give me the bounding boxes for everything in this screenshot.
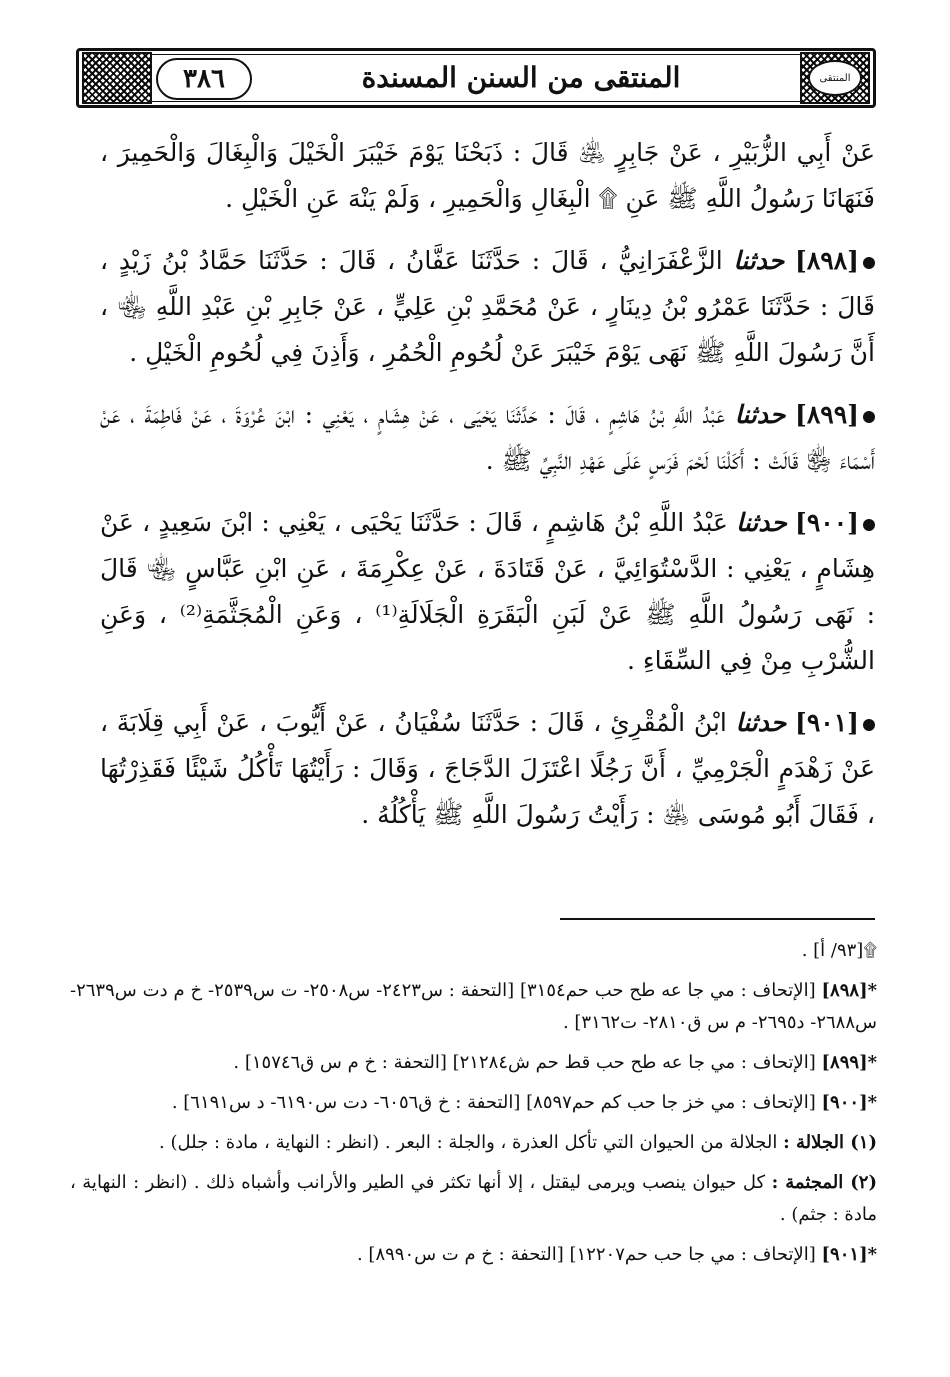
hadith-paragraph [100, 392, 875, 484]
footnote [70, 975, 877, 1039]
bullet-icon [863, 519, 875, 531]
hadith-paragraph [100, 500, 875, 684]
footnote-number: (١) الجلالة : [783, 1132, 877, 1153]
footnote-separator [560, 918, 875, 920]
paragraph-text: ابْنُ الْمُقْرِئِ ، قَالَ : حَدَّثَنَا سُفْيَانُ ، عَنْ أَيُّوبَ ، عَنْ أَبِي قِلَابَةَ ، عَنْ زَهْدَمٍ الْجَرْمِيِّ ، أَنَّ رَجُلًا اعْتَزَلَ الدَّجَاجَ ، وَقَالَ : رَأَيْتُهَا تَأْكُلُ شَيْئًا فَقَذِرْتُهَا ، فَقَالَ أَبُو مُوسَى ﵁ : رَأَيْتُ رَسُولَ اللَّهِ ﷺ يَأْكُلُهُ . [100, 708, 875, 829]
footnote [70, 935, 877, 967]
footnote-number: *[٩٠٠] [821, 1092, 877, 1113]
hadith-paragraph [100, 130, 875, 222]
hadith-lead-word: حدثنا [735, 708, 787, 737]
main-text [100, 130, 875, 854]
header-ornament-left [82, 52, 152, 104]
book-logo-seal [808, 60, 862, 96]
footnote [70, 1167, 877, 1231]
footnote [70, 1087, 877, 1119]
footnote-number: *[٩٠١] [821, 1244, 877, 1265]
paragraph-text: الزَّعْفَرَانِيُّ ، قَالَ : حَدَّثَنَا عَفَّانُ ، قَالَ : حَدَّثَنَا حَمَّادُ بْنُ زَيْدٍ ، قَالَ : حَدَّثَنَا عَمْرُو بْنُ دِينَارٍ ، عَنْ مُحَمَّدِ بْنِ عَلِيٍّ ، عَنْ جَابِرِ بْنِ عَبْدِ اللَّهِ ﵄ ، أَنَّ رَسُولَ اللَّهِ ﷺ نَهَى يَوْمَ خَيْبَرَ عَنْ لُحُومِ الْحُمُرِ ، وَأَذِنَ فِي لُحُومِ الْخَيْلِ . [100, 246, 875, 367]
footnote [70, 1127, 877, 1159]
hadith-number: [٩٠٠] [795, 508, 859, 537]
footnote [70, 1047, 877, 1079]
page-header [76, 48, 876, 108]
footnote-number: (٢) المجثمة : [771, 1172, 877, 1193]
logo-text: المنتقى [819, 72, 851, 84]
footnote-text: [الإتحاف : مي جا حب حم١٢٢٠٧] [التحفة : خ م ت س٨٩٩٠] . [356, 1244, 816, 1265]
paragraph-text: عَبْدُ اللَّهِ بْنُ هَاشِمٍ ، قَالَ : حَدَّثَنَا يَحْيَى ، عَنْ هِشَامٍ ، يَعْنِي : ابْنَ عُرْوَةَ ، عَنْ فَاطِمَةَ ، عَنْ أَسْمَاءَ ﵂ قَالَتْ : أَكَلْنَا لَحْمَ فَرَسٍ عَلَى عَهْدِ النَّبِيِّ ﷺ . [100, 400, 875, 475]
bullet-icon [863, 257, 875, 269]
footnote-text: [الإتحاف : مي جا عه طح حب حم٣١٥٤] [التحفة : س٢٤٢٣- س٢٥٠٨- ت س٢٥٣٩- خ م دت س٢٦٣٩- س٢٦٨٨- د٢٦٩٥- م س ق٢٨١٠- ت٣١٦٢] . [70, 980, 877, 1033]
bullet-icon [863, 719, 875, 731]
hadith-paragraph [100, 238, 875, 376]
hadith-number: [٩٠١] [795, 708, 859, 737]
hadith-number: [٨٩٨] [795, 246, 859, 275]
footnotes [70, 935, 877, 1279]
hadith-lead-word: حدثنا [733, 246, 785, 275]
hadith-paragraph [100, 700, 875, 838]
paragraph-text: عَنْ أَبِي الزُّبَيْرِ ، عَنْ جَابِرٍ ﵁ قَالَ : ذَبَحْنَا يَوْمَ خَيْبَرَ الْخَيْلَ وَالْبِغَالَ وَالْحَمِيرَ ، فَنَهَانَا رَسُولُ اللَّهِ ﷺ عَنِ ۩ الْبِغَالِ وَالْحَمِيرِ ، وَلَمْ يَنْهَ عَنِ الْخَيْلِ . [100, 138, 875, 213]
footnote-number: *[٨٩٩] [821, 1052, 877, 1073]
hadith-number: [٨٩٩] [795, 400, 860, 429]
footnote-text: الجلالة من الحيوان التي تأكل العذرة ، والجلة : البعر . (انظر : النهاية ، مادة : جلل) . [159, 1132, 778, 1153]
hadith-lead-word: حدثنا [734, 400, 786, 429]
footnote-text: [الإتحاف : مي جا عه طح حب قط حم ش٢١٢٨٤] [التحفة : خ م س ق١٥٧٤٦] . [233, 1052, 816, 1073]
footnote-text: ۩[٩٣/ أ] . [801, 940, 877, 961]
header-ornament-right [800, 52, 870, 104]
footnote-text: كل حيوان ينصب ويرمى ليقتل ، إلا أنها تكثر في الطير والأرانب وأشباه ذلك . (انظر : النهاية ، مادة : جثم) . [70, 1172, 877, 1225]
hadith-lead-word: حدثنا [736, 508, 787, 537]
lattice-pattern [82, 52, 152, 104]
page-number: ٣٨٦ [156, 58, 252, 100]
footnote [70, 1239, 877, 1271]
paragraph-text: عَبْدُ اللَّهِ بْنُ هَاشِمٍ ، قَالَ : حَدَّثَنَا يَحْيَى ، يَعْنِي : ابْنَ سَعِيدٍ ، عَنْ هِشَامٍ ، يَعْنِي : الدَّسْتُوَائِيَّ ، عَنْ قَتَادَةَ ، عَنْ عِكْرِمَةَ ، عَنِ ابْنِ عَبَّاسٍ ﵄ قَالَ : نَهَى رَسُولُ اللَّهِ ﷺ عَنْ لَبَنِ الْبَقَرَةِ الْجَلَالَةِ⁽¹⁾ ، وَعَنِ الْمُجَثَّمَةِ⁽²⁾ ، وَعَنِ الشُّرْبِ مِنْ فِي السِّقَاءِ . [100, 508, 876, 675]
footnote-text: [الإتحاف : مي خز جا حب كم حم٨٥٩٧] [التحفة : خ ق٦٠٥٦- دت س٦١٩٠- د س٦١٩١] . [171, 1092, 816, 1113]
book-title: المنتقى من السنن المسندة [361, 60, 681, 94]
bullet-icon [863, 411, 875, 423]
footnote-number: *[٨٩٨] [821, 980, 877, 1001]
